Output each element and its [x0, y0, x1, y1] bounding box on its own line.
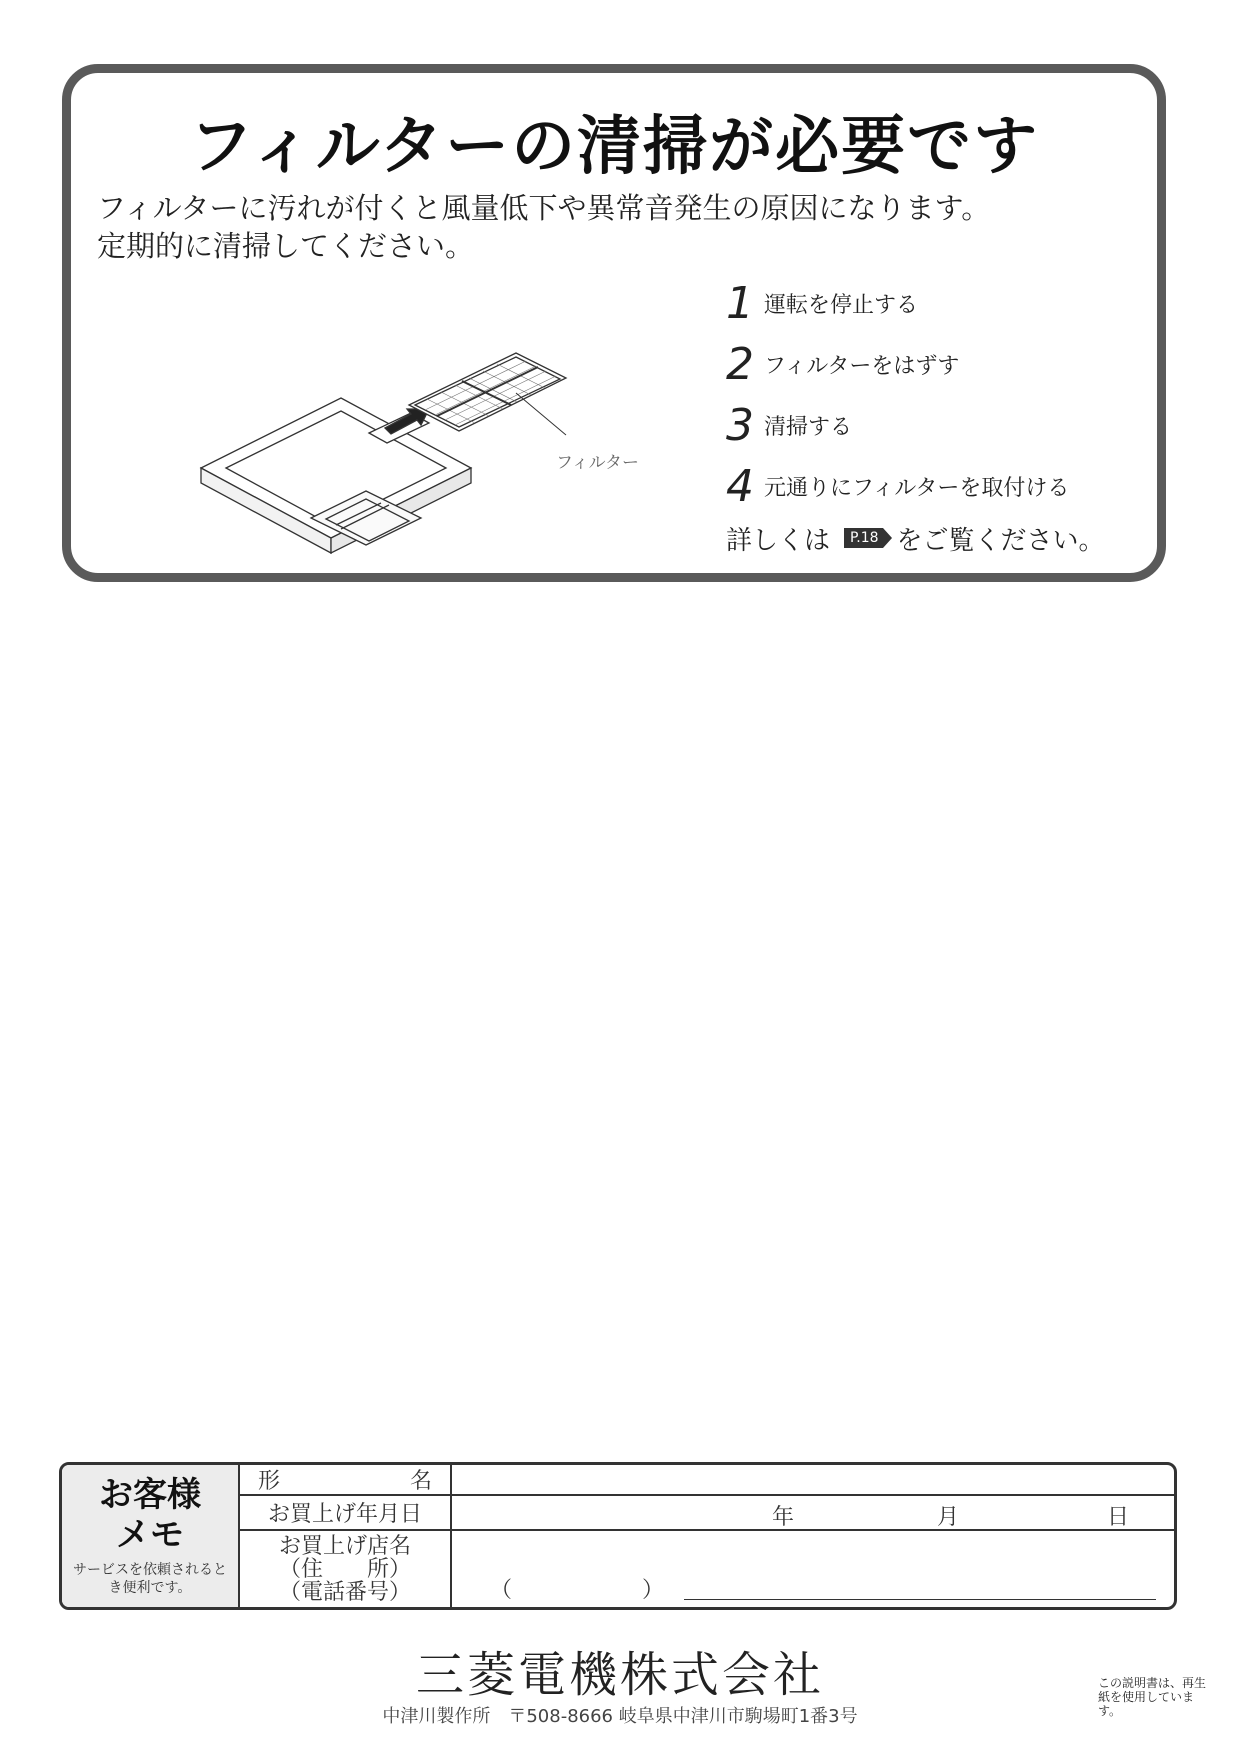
purchase-date-row	[240, 1496, 1174, 1531]
step-number: 4	[726, 461, 754, 512]
day-label: 日	[1107, 1505, 1130, 1530]
model-label	[240, 1465, 452, 1494]
step-number: 1	[726, 278, 754, 329]
step-text: フィルターをはずす	[764, 354, 960, 379]
notice-description	[97, 189, 990, 265]
step-3	[726, 395, 1146, 456]
company-name: 三菱電機株式会社	[415, 1647, 824, 1703]
phone-number-line	[684, 1599, 1156, 1600]
step-text: 運転を停止する	[764, 293, 919, 318]
memo-label-panel	[62, 1465, 240, 1607]
purchase-date-label: お買上げ年月日	[240, 1496, 452, 1529]
memo-subtitle: サービスを依頼されるとき便利です。	[73, 1562, 227, 1596]
step-1	[726, 273, 1146, 334]
step-2	[726, 334, 1146, 395]
description-line-1: フィルターに汚れが付くと風量低下や異常音発生の原因になります。	[97, 191, 991, 225]
model-label-part: 名	[409, 1469, 432, 1494]
description-line-2: 定期的に清掃してください。	[97, 229, 475, 263]
recycled-paper-note: この説明書は、再生紙を使用しています。	[1098, 1676, 1207, 1718]
memo-title-line-2: メモ	[116, 1515, 184, 1555]
store-label	[240, 1531, 452, 1607]
year-label: 年	[772, 1505, 795, 1530]
memo-title-line-1: お客様	[99, 1475, 201, 1515]
reference-prefix: 詳しくは	[726, 525, 831, 556]
store-field[interactable]	[452, 1531, 1174, 1607]
store-address-label: （住 所）	[278, 1556, 411, 1582]
company-address: 中津川製作所 〒508-8666 岐阜県中津川市駒場町1番3号	[382, 1706, 858, 1727]
step-text: 清掃する	[764, 415, 853, 440]
model-row	[240, 1465, 1174, 1496]
notice-title: フィルターの清掃が必要です	[188, 110, 1040, 184]
month-label: 月	[937, 1505, 960, 1530]
reference-suffix: をご覧ください。	[896, 525, 1105, 556]
model-field[interactable]	[452, 1465, 1174, 1494]
phone-area-paren-close: ）	[642, 1578, 665, 1603]
store-row	[240, 1531, 1174, 1607]
store-phone-label: （電話番号）	[278, 1579, 411, 1605]
step-text: 元通りにフィルターを取付ける	[764, 476, 1070, 501]
page-reference-tag[interactable]: P.18	[844, 528, 883, 548]
phone-area-paren-open: （	[490, 1578, 513, 1603]
memo-rows	[240, 1465, 1174, 1607]
step-number: 2	[726, 339, 754, 390]
model-label-part: 形	[258, 1469, 281, 1494]
filter-illustration	[171, 293, 731, 593]
store-name-label: お買上げ店名	[278, 1533, 411, 1559]
cleaning-steps	[726, 273, 1146, 563]
step-number: 3	[726, 400, 754, 451]
customer-memo-form	[59, 1462, 1177, 1610]
page-reference	[726, 513, 1146, 563]
filter-notice-box	[62, 64, 1166, 582]
step-4	[726, 456, 1146, 517]
purchase-date-field[interactable]	[452, 1496, 1174, 1529]
filter-callout-label: フィルター	[556, 453, 639, 473]
